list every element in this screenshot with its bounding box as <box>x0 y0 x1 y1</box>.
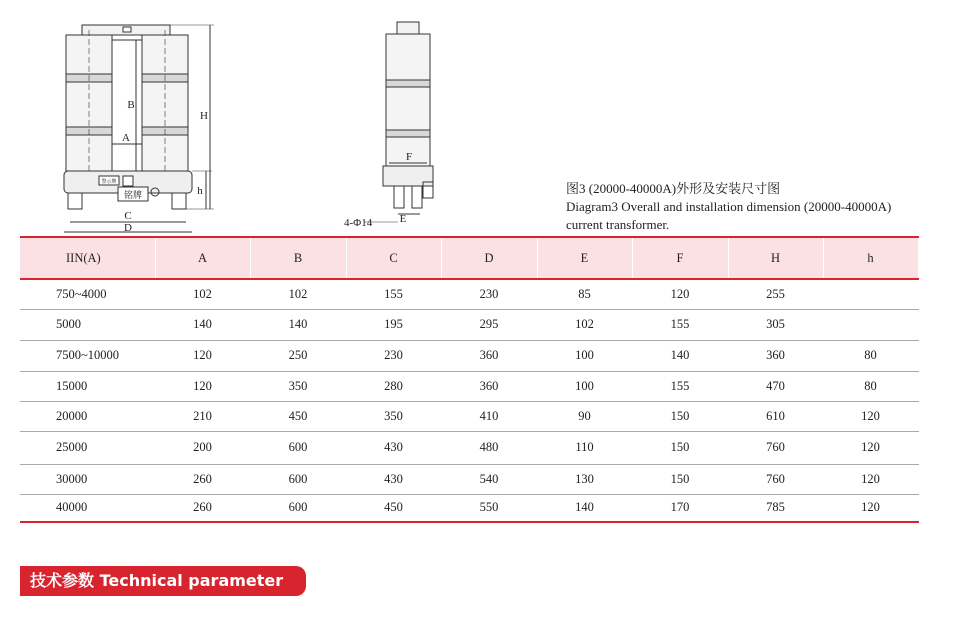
table-cell: 230 <box>346 340 441 371</box>
dim-label-d: D <box>124 222 132 234</box>
table-cell: 120 <box>632 279 728 309</box>
table-cell: 120 <box>823 401 918 431</box>
table-cell: 750~4000 <box>20 279 155 309</box>
table-cell: 600 <box>250 494 346 522</box>
table-cell: 40000 <box>20 494 155 522</box>
column-header: C <box>346 237 441 279</box>
table-cell: 102 <box>250 279 346 309</box>
table-cell: 550 <box>441 494 537 522</box>
column-header: B <box>250 237 346 279</box>
table-cell: 102 <box>155 279 250 309</box>
table-cell: 102 <box>537 309 632 340</box>
table-cell: 250 <box>250 340 346 371</box>
table-cell: 155 <box>632 371 728 401</box>
table-cell: 210 <box>155 401 250 431</box>
table-cell: 610 <box>728 401 823 431</box>
table-cell: 255 <box>728 279 823 309</box>
table-cell: 155 <box>346 279 441 309</box>
table-cell: 350 <box>250 371 346 401</box>
table-cell: 150 <box>632 464 728 494</box>
table-row <box>20 494 918 522</box>
dim-label-b: B <box>127 99 135 111</box>
table-cell: 120 <box>155 371 250 401</box>
column-header: E <box>537 237 632 279</box>
table-row <box>20 371 918 401</box>
table-cell: 600 <box>250 464 346 494</box>
table-cell: 100 <box>537 340 632 371</box>
table-cell <box>823 309 918 340</box>
column-header: F <box>632 237 728 279</box>
column-header: IIN(A) <box>20 237 155 279</box>
table-cell: 305 <box>728 309 823 340</box>
table-row <box>20 279 918 309</box>
dim-label-e: E <box>399 213 407 225</box>
table-cell: 195 <box>346 309 441 340</box>
front-view-drawing <box>64 25 214 232</box>
column-header: D <box>441 237 537 279</box>
table-cell: 120 <box>155 340 250 371</box>
table-cell: 295 <box>441 309 537 340</box>
dim-label-h-big: H <box>200 110 208 122</box>
caption-line-en-2: current transformer. <box>566 217 670 232</box>
table-cell: 85 <box>537 279 632 309</box>
nameplate-label: 铭牌 <box>123 190 143 200</box>
table-cell: 230 <box>441 279 537 309</box>
table-cell: 155 <box>632 309 728 340</box>
diagram-caption <box>566 180 891 234</box>
table-cell: 20000 <box>20 401 155 431</box>
caption-line-cn: 图3 (20000-40000A)外形及安装尺寸图 <box>566 181 781 196</box>
table-row <box>20 401 918 431</box>
table-cell: 450 <box>346 494 441 522</box>
table-cell: 90 <box>537 401 632 431</box>
table-cell: 5000 <box>20 309 155 340</box>
table-cell: 410 <box>441 401 537 431</box>
table-cell: 80 <box>823 340 918 371</box>
table-cell: 15000 <box>20 371 155 401</box>
dim-label-a: A <box>122 132 130 144</box>
table-cell: 430 <box>346 464 441 494</box>
table-cell: 785 <box>728 494 823 522</box>
table-cell: 760 <box>728 464 823 494</box>
table-cell: 120 <box>823 464 918 494</box>
table-cell: 350 <box>346 401 441 431</box>
table-cell: 360 <box>728 340 823 371</box>
table-cell: 260 <box>155 464 250 494</box>
table-cell: 140 <box>250 309 346 340</box>
small-plate-label: 警示牌 <box>101 180 117 185</box>
table-cell: 120 <box>823 431 918 464</box>
technical-parameter-banner: 技术参数 Technical parameter <box>20 566 306 596</box>
table-cell: 600 <box>250 431 346 464</box>
hole-label: 4-Φ14 <box>344 217 373 229</box>
table-header-row <box>20 237 918 279</box>
table-cell: 130 <box>537 464 632 494</box>
table-cell: 480 <box>441 431 537 464</box>
table-row <box>20 464 918 494</box>
dimension-drawings <box>0 0 560 236</box>
side-view-drawing <box>364 22 433 222</box>
table-cell: 100 <box>537 371 632 401</box>
table-row <box>20 340 918 371</box>
dim-label-c: C <box>124 210 132 222</box>
table-cell: 25000 <box>20 431 155 464</box>
table-cell: 450 <box>250 401 346 431</box>
column-header: h <box>823 237 918 279</box>
table-row <box>20 431 918 464</box>
table-cell: 140 <box>632 340 728 371</box>
table-cell: 280 <box>346 371 441 401</box>
table-cell: 470 <box>728 371 823 401</box>
table-cell: 110 <box>537 431 632 464</box>
table-row <box>20 309 918 340</box>
table-cell: 7500~10000 <box>20 340 155 371</box>
table-cell: 150 <box>632 431 728 464</box>
table-cell: 170 <box>632 494 728 522</box>
dim-label-h-small: h <box>197 185 203 197</box>
table-cell: 760 <box>728 431 823 464</box>
table-cell: 30000 <box>20 464 155 494</box>
dimension-table <box>20 236 919 523</box>
dim-label-f: F <box>405 151 413 163</box>
table-cell: 140 <box>155 309 250 340</box>
table-cell: 430 <box>346 431 441 464</box>
table-cell: 80 <box>823 371 918 401</box>
table-cell: 120 <box>823 494 918 522</box>
table-cell <box>823 279 918 309</box>
table-cell: 200 <box>155 431 250 464</box>
caption-line-en-1: Diagram3 Overall and installation dimension (20000-40000A) <box>566 199 892 214</box>
column-header: H <box>728 237 823 279</box>
table-cell: 360 <box>441 371 537 401</box>
table-cell: 260 <box>155 494 250 522</box>
table-cell: 140 <box>537 494 632 522</box>
column-header: A <box>155 237 250 279</box>
table-cell: 540 <box>441 464 537 494</box>
table-cell: 360 <box>441 340 537 371</box>
table-cell: 150 <box>632 401 728 431</box>
